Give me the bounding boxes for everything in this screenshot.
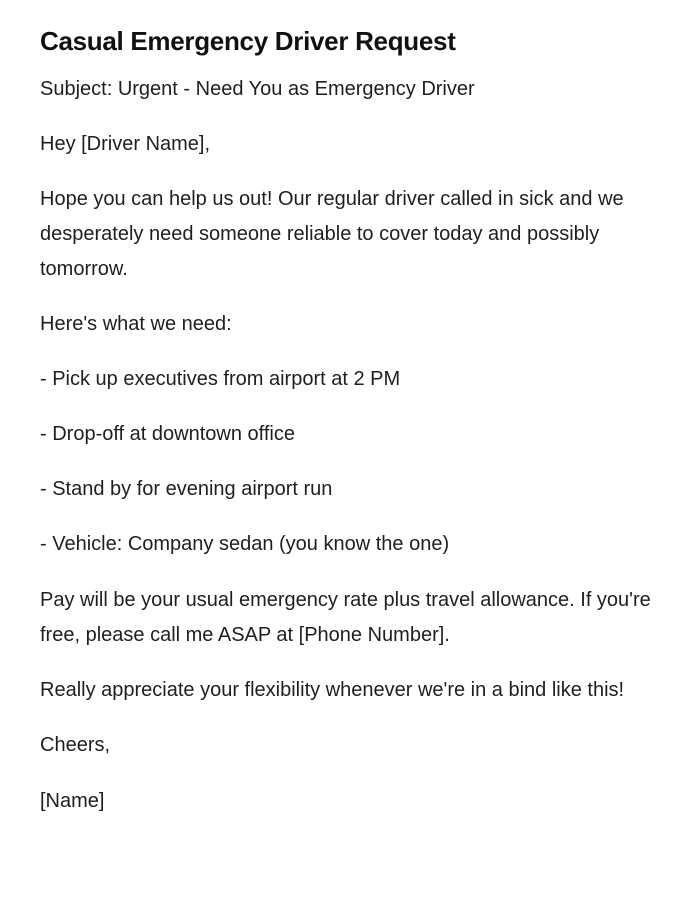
requirement-item-dropoff: - Drop-off at downtown office (40, 423, 295, 445)
greeting: Hey [Driver Name], (40, 133, 211, 155)
document-title: Casual Emergency Driver Request (40, 26, 456, 56)
requirement-item-vehicle: - Vehicle: Company sedan (you know the one) (40, 533, 450, 555)
requirement-item-pickup: - Pick up executives from airport at 2 PM (40, 368, 401, 390)
requirement-item-standby: - Stand by for evening airport run (40, 478, 333, 500)
pay-paragraph: Pay will be your usual emergency rate plus travel allowance. If you're free, please call me ASAP at [Phone Number]. (40, 589, 651, 646)
requirements-intro: Here's what we need: (40, 313, 232, 335)
email-subject-line: Subject: Urgent - Need You as Emergency Driver (40, 78, 475, 100)
signature-name: [Name] (40, 790, 105, 812)
sign-off: Cheers, (40, 734, 111, 756)
appreciation-paragraph: Really appreciate your flexibility whenever we're in a bind like this! (40, 679, 625, 701)
intro-paragraph: Hope you can help us out! Our regular driver called in sick and we desperately need someone reliable to cover today and possibly tomorrow. (40, 188, 624, 280)
